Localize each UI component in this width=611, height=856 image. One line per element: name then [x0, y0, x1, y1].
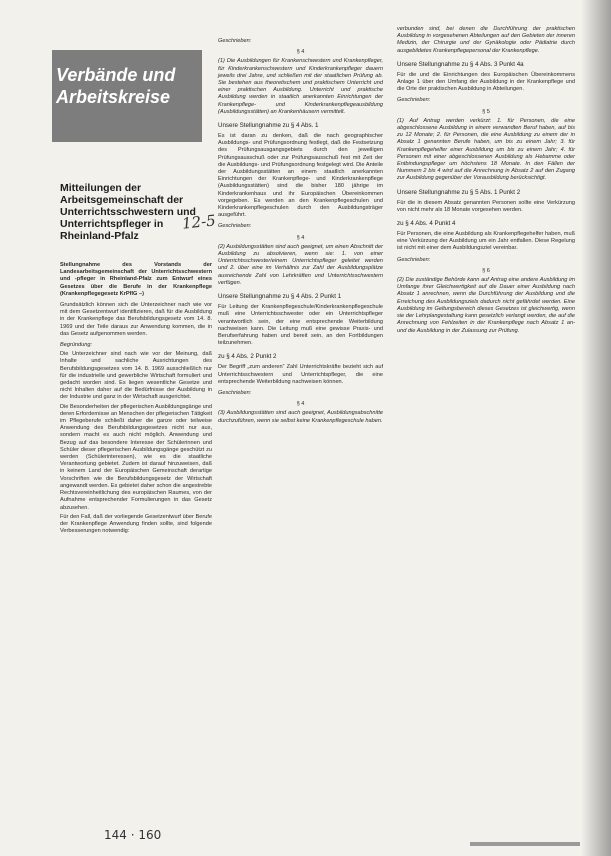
- col2-heading-2: Unsere Stellungnahme zu § 4 Abs. 2 Punkt 1: [218, 293, 342, 301]
- col2-paragraph-sign-3: § 4: [296, 401, 305, 408]
- col3-quote-0: verbunden sind, bei denen die Durchführung der praktischen Ausbildung in vorgesehenen Abteilungen auf den Gebieten der inneren Medizin, der Chirurgie und der Gynäkologie oder Pädiatrie durch ausgebildetes Krankenpflegepersonal der Krankenpflege.: [397, 26, 575, 54]
- col3-paragraph-sign-2: § 6: [482, 267, 490, 274]
- intro-paragraph-1: Grundsätzlich können sich die Unterzeichner nach wie vor mit dem Gesetzentwurf identifizieren, daß für die Ausbildung in der Krankenpflege das Berufsbildungsgesetz vom 14. 8. 1969 und der Teile daraus zur Anwendung kommen, die in das Gesetz aufgenommen werden.: [60, 302, 212, 337]
- col2-paragraph-sign-1: § 4: [296, 49, 305, 56]
- banner-title: Verbände und Arbeitskreise: [56, 65, 176, 107]
- col3-subheading-1: Geschrieben:: [397, 97, 431, 104]
- subheading-begruendung: Begründung:: [60, 342, 93, 349]
- col2-paragraph-sign-2: § 4: [296, 234, 305, 241]
- handwritten-note: 12-5: [181, 211, 217, 233]
- column-3: [397, 26, 575, 337]
- col3-heading-1: Unsere Stellungnahme zu § 4 Abs. 3 Punkt 4a: [397, 60, 524, 68]
- intro-lead: Stellungnahme des Vorstands der Landesarbeitsgemeinschaft der Unterrichtsschwestern und -pfleger in Rheinland-Pfalz zum Entwurf eines Gesetzes über die Berufe in der Krankenpflege (Krankenpflegegesetz KrPflG –): [60, 262, 212, 297]
- col3-paragraph-3: Für Personen, die eine Ausbildung als Krankenpflegehelfer haben, muß eine Verkürzung der Ausbildung um ein Jahr entfallen. Diese Regelung ist nicht mit einer dem Ausbildungsziel vereinbar.: [397, 231, 575, 252]
- col3-quote-2: (2) Die zuständige Behörde kann auf Antrag eine andere Ausbildung im Umfange ihrer Gleichwertigkeit auf die Dauer einer Ausbildung nach Absatz 1 anrechnen, wenn die Durchführung der Ausbildung und die Erreichung des Ausbildungsziels dadurch nicht gefährdet werden. Eine Ausbildung im Geltungsbereich dieses Gesetzes ist gleichwertig, wenn sie der Lehrplangestaltung kann gesetzlich verlangt werden, die auf die Anrechnung von Fehlzeiten in der Krankenpflege nach Absatz 1 an- und die Ausbildung in der Zulassung zur Prüfung.: [397, 277, 575, 334]
- article-title: Mitteilungen der Arbeitsgemeinschaft der Unterrichtsschwestern und Unterrichtspfleger in Rheinland-Pfalz: [60, 182, 196, 242]
- col2-quote-2: (2) Ausbildungsstätten sind auch geeignet, um einen Abschnitt der Ausbildung zu absolvieren, wenn sie: 1. von einer Unterrichtsschwester/einem Unterrichtspfleger geleitet werden und 2. über eine im Verhältnis zur Zahl der Ausbildungsplätze ausreichende Zahl von Lehrkräften und Unterrichtsschwestern verfügen.: [218, 243, 383, 286]
- col3-quote-1: (1) Auf Antrag werden verkürzt: 1. für Personen, die eine abgeschlossene Ausbildung in einem verwandten Beruf haben, auf bis zu 12 Monate; 2. für Personen, die eine Ausbildung zu einem der in Absatz 1 genannten Berufe haben, um bis zu einem Jahr; 3. für Krankenpflegehelfer einer Ausbildung um bis zu einem Jahr; 4. für Personen mit einer abgeschlossenen Ausbildung als Hebamme oder Entbindungspfleger um höchstens 18 Monate. In den Fällen der Nummern 2 bis 4 wird auf die Anrechnung in Absatz 2 auf den Zugang zur Ausbildung gegenüber der Vorausbildung berücksichtigt.: [397, 117, 575, 182]
- col2-quote-1: (1) Die Ausbildungen für Krankenschwestern und Krankenpfleger, für Kinderkrankenschwestern und Kinderkrankenpfleger dauern jeweils drei Jahre, und schließen mit der staatlichen Prüfung ab. Sie bestehen aus theoretischem und praktischem Unterricht und einer praktischen Ausbildung. Unterricht und praktische Ausbildung werden in staatlich anerkannten Einrichtungen der Krankenpflege- und Kinderkrankenpflegeausbildung (Ausbildungsstätten) an Krankenhäusern vermittelt.: [218, 58, 383, 115]
- col2-paragraph-3: Der Begriff „zum anderen“ Zahl Unterrichtskräfte bezieht sich auf Unterrichtsschwestern und Unterrichtspfleger, die eine entsprechende Weiterbildung nachweisen können.: [218, 364, 383, 385]
- footer-strip: [470, 842, 580, 846]
- col3-subheading-2: Geschrieben:: [397, 256, 431, 263]
- intro-paragraph-3: Die Besonderheiten der pflegerischen Ausbildungsgänge und deren Erfordernisse an Menschen der pflegerischen Tätigkeit im Pflegeberufe schließt daher die ganze oder teilweise Anwendung des Berufsbildungsgesetzes nicht nur aus, sondern macht es auch nicht möglich. Anwendung und Bezug auf das besondere Interesse der Schülerinnen und Schüler dieser pflegerischen Ausbildungsgänge geschützt zu werden (Schülerinteressen), wie es die staatliche Verantwortung gebietet. Zudem ist darauf hinzuweisen, daß in keinem Land der Europäischen Gemeinschaft derartige Vorschriften wie die Berufsbildungsgesetz der Wirtschaft angewandt werden. Es gebietet daher schon die angestrebte Rechtsvereinheitlichung des europäischen Raumes, von der Aufnahme entsprechender Formulierungen in das Gesetz abzusehen.: [60, 403, 212, 511]
- col2-heading-3: zu § 4 Abs. 2 Punkt 2: [218, 353, 277, 361]
- intro-paragraph-2: Die Unterzeichner sind nach wie vor der Meinung, daß Inhalte und sachliche Ausrichtungen des Berufsbildungsgesetzes vom 14. 8. 1969 ausschließlich nur für die industrielle und gewerbliche Wirtschaft formuliert und gedacht worden sind. Es liegen wesentliche Gesetze und nicht Inhalten daher auf die Bedürfnisse der Ausbildung in der Industrie und ganz in der Wirtschaft ausgerichtet.: [60, 351, 212, 401]
- page-number: 144 · 160: [104, 828, 162, 842]
- column-1: [60, 262, 212, 537]
- column-2: [218, 34, 383, 427]
- col2-quote-3: (3) Ausbildungsstätten sind auch geeignet, Ausbildungsabschnitte durchzuführen, wenn sie selbst keine Krankenpflegeschule haben.: [218, 410, 383, 424]
- col3-paragraph-1: Für die und die Einrichtungen des Europäischen Übereinkommens Anlage 1 über den Umfang der Ausbildung in der Krankenpflege und die Orte der praktischen Ausbildung in Abteilungen.: [397, 71, 575, 93]
- col3-paragraph-sign-1: § 5: [482, 108, 490, 115]
- col2-subheading-2: Geschrieben:: [218, 223, 252, 230]
- col2-subheading-3: Geschrieben:: [218, 389, 252, 396]
- intro-paragraph-4: Für den Fall, daß der vorliegende Gesetzentwurf über Berufe der Krankenpflege Anwendung finden sollte, sind folgende Verbesserungen notwendig:: [60, 513, 212, 535]
- col2-paragraph-1: Es ist daran zu denken, daß die nach geographischer Ausbildungs- und Prüfungsordnung festlegt, daß die Festsetzung des Prüfungsausgangsgebiets durch den jeweiligen Prüfungsausschuß oder zur Prüfungsausschuß fest mit Zeit der die Ausbildungs- und Prüfungsordnung festgelegt wird. Die Anteile der Ausbildungsstätten an einem staatlich anerkannten Einrichtungen der Krankenpflege- und Kinderkrankenpflege (Ausbildungsstätten) sind die bisher 180 jährige im Kinderkrankenhaus und ihr Europäischen Übereinkommen vorgegeben. Es werden an den Krankenpflegeschulen und Kinderkrankenpflegeschulen durch den Ausbildungsträger ausgeführt.: [218, 133, 383, 219]
- col3-heading-3: zu § 4 Abs. 4 Punkt 4: [397, 220, 456, 228]
- col2-paragraph-2: Für Leitung der Krankenpflegeschule/Kinderkrankenpflegeschule muß eine Unterrichtsschwester oder ein Unterrichtspfleger verantwortlich sein, der eine entsprechende Weiterbildung nachweisen kann. Die Leitung muß eine gewisse Praxis- und Berufserfahrung haben und bereit sein, an den Fortbildungen teilzunehmen.: [218, 304, 383, 347]
- col3-paragraph-2: Für die in diesem Absatz genannten Personen sollte eine Verkürzung von nicht mehr als 18 Monate vorgesehen werden.: [397, 199, 575, 213]
- col3-heading-2: Unsere Stellungnahme zu § 5 Abs. 1 Punkt 2: [397, 188, 521, 196]
- col2-heading-1: Unsere Stellungnahme zu § 4 Abs. 1: [218, 122, 319, 130]
- page-edge-shadow: [581, 0, 611, 856]
- col2-subheading-1: Geschrieben:: [218, 38, 252, 44]
